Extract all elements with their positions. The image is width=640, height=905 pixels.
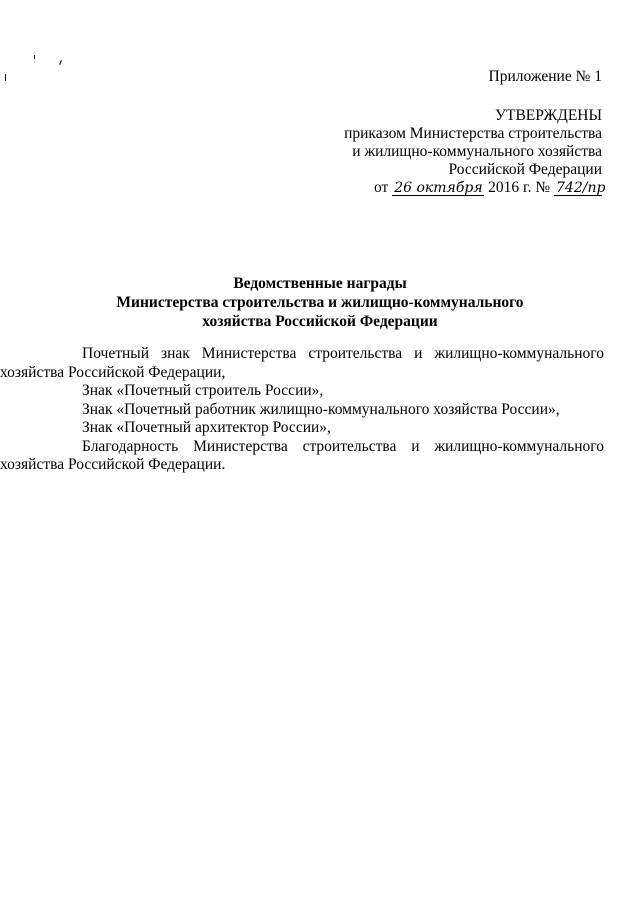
order-date-line xyxy=(344,179,606,197)
award-text-continued: хозяйства Российской Федерации. xyxy=(0,456,226,473)
order-line: приказом Министерства строительства xyxy=(344,125,602,142)
scan-artifact xyxy=(5,74,6,81)
award-text: Знак «Почетный строитель России», xyxy=(82,382,324,399)
order-line: Российской Федерации xyxy=(448,161,602,178)
handwritten-date: 26 октября xyxy=(394,180,483,196)
award-item xyxy=(82,419,604,438)
handwritten-order-number: 742/пр xyxy=(556,180,606,196)
title-line: хозяйства Российской Федерации xyxy=(202,313,438,330)
date-year: 2016 г. № xyxy=(488,179,551,196)
approved-label: УТВЕРЖДЕНЫ xyxy=(495,107,602,124)
approval-header xyxy=(344,68,606,197)
award-item xyxy=(0,437,604,475)
document-title xyxy=(0,274,640,331)
award-item xyxy=(0,345,604,382)
award-text: Благодарность Министерства строительства и жилищно-коммунального xyxy=(82,437,604,455)
awards-list xyxy=(0,345,604,475)
award-item xyxy=(82,382,604,401)
appendix-label: Приложение № 1 xyxy=(488,68,602,85)
scan-artifact xyxy=(59,60,62,65)
title-line: Министерства строительства и жилищно-коммунального xyxy=(116,294,524,311)
award-item xyxy=(82,401,604,420)
award-text: Знак «Почетный работник жилищно-коммунального хозяйства России», xyxy=(82,400,560,418)
title-line: Ведомственные награды xyxy=(233,275,407,292)
date-prefix: от xyxy=(374,179,389,196)
award-text: Знак «Почетный архитектор России», xyxy=(82,419,331,436)
award-text-continued: хозяйства Российской Федерации, xyxy=(0,363,226,381)
scan-artifact xyxy=(34,55,35,59)
award-text: Почетный знак Министерства строительства и жилищно-коммунального xyxy=(82,345,604,362)
order-line: и жилищно-коммунального хозяйства xyxy=(352,143,602,160)
